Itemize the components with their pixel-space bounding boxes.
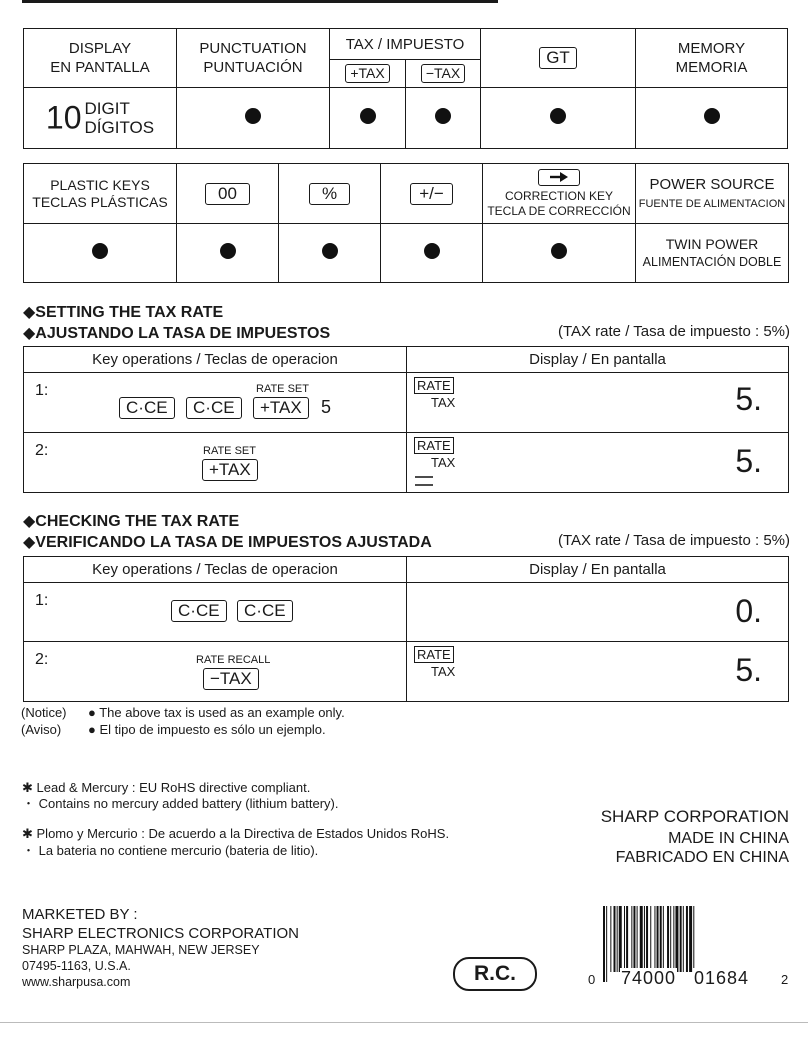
percent-key: % bbox=[309, 183, 350, 205]
plus-minus-dot bbox=[424, 243, 440, 259]
lcd-rate-indicator: RATE bbox=[414, 646, 454, 663]
cce-key: C·CE bbox=[237, 600, 293, 622]
digit-five: 5 bbox=[321, 397, 332, 417]
plastic-keys-dot bbox=[92, 243, 108, 259]
rc-mark: R.C. bbox=[453, 957, 537, 991]
marketer-address1: SHARP PLAZA, MAHWAH, NEW JERSEY bbox=[22, 943, 260, 957]
plus-tax-key: +TAX bbox=[202, 459, 258, 481]
checking-step-1: 1: bbox=[35, 592, 49, 609]
minus-tax-dot bbox=[435, 108, 451, 124]
features-table-1 bbox=[23, 28, 636, 149]
features-table-2 bbox=[23, 163, 789, 283]
barcode-right-digit: 2 bbox=[781, 972, 789, 987]
correction-key-header: CORRECTION KEY TECLA DE CORRECCIÓN bbox=[483, 164, 636, 224]
correction-arrow-icon bbox=[538, 169, 580, 186]
notice-text-en: ● The above tax is used as an example only. bbox=[88, 705, 345, 720]
marketer-address2: 07495-1163, U.S.A. bbox=[22, 959, 131, 973]
lcd-equals-icon bbox=[415, 475, 435, 487]
lcd-value: 5. bbox=[735, 443, 762, 479]
memory-table bbox=[635, 28, 788, 149]
checking-title-es: ◆VERIFICANDO LA TASA DE IMPUESTOS AJUSTADA bbox=[23, 534, 432, 551]
manufacturer-name: SHARP CORPORATION bbox=[600, 807, 789, 826]
notice-label-en: (Notice) bbox=[21, 705, 67, 720]
rate-set-label: RATE SET bbox=[203, 445, 256, 457]
top-rule bbox=[22, 0, 498, 3]
display-header: DISPLAY EN PANTALLA bbox=[24, 29, 177, 88]
checking-col-keys: Key operations / Teclas de operacion bbox=[24, 557, 407, 583]
marketer-website: www.sharpusa.com bbox=[22, 975, 131, 989]
compliance-en-line1: ✱ Lead & Mercury : EU RoHS directive compliant. bbox=[22, 780, 311, 795]
cce-key: C·CE bbox=[186, 397, 242, 419]
setting-col-display: Display / En pantalla bbox=[407, 347, 789, 373]
digits-cell: 10 DIGIT DÍGITOS bbox=[24, 88, 177, 149]
plus-tax-key: +TAX bbox=[345, 64, 389, 83]
marketed-by-label: MARKETED BY : bbox=[22, 906, 138, 923]
gt-dot bbox=[550, 108, 566, 124]
setting-title-en: ◆SETTING THE TAX RATE bbox=[23, 304, 224, 321]
gt-key: GT bbox=[539, 47, 577, 69]
lcd-tax-indicator: TAX bbox=[431, 455, 456, 470]
rate-recall-label: RATE RECALL bbox=[196, 654, 271, 666]
setting-table bbox=[23, 346, 789, 493]
checking-rate-note: (TAX rate / Tasa de impuesto : 5%) bbox=[557, 532, 790, 549]
setting-step-2: 2: bbox=[35, 442, 49, 459]
gt-header bbox=[481, 29, 636, 88]
tax-header: TAX / IMPUESTO bbox=[330, 29, 481, 60]
memory-header: MEMORY MEMORIA bbox=[636, 29, 788, 88]
percent-dot bbox=[322, 243, 338, 259]
lcd-rate-indicator: RATE bbox=[414, 377, 454, 394]
compliance-es-line1: ✱ Plomo y Mercurio : De acuerdo a la Directiva de Estados Unidos RoHS. bbox=[22, 826, 450, 841]
checking-col-display: Display / En pantalla bbox=[407, 557, 789, 583]
cce-key: C·CE bbox=[171, 600, 227, 622]
bottom-rule bbox=[0, 1022, 808, 1023]
checking-table bbox=[23, 556, 789, 702]
plus-tax-dot bbox=[360, 108, 376, 124]
checking-title-en: ◆CHECKING THE TAX RATE bbox=[23, 513, 240, 530]
double-zero-key: 00 bbox=[205, 183, 250, 205]
setting-step-1: 1: bbox=[35, 382, 49, 399]
barcode-group2: 01684 bbox=[694, 968, 750, 988]
plastic-keys-header: PLASTIC KEYS TECLAS PLÁSTICAS bbox=[24, 164, 177, 224]
power-source-header: POWER SOURCE FUENTE DE ALIMENTACION bbox=[636, 164, 789, 224]
memory-dot bbox=[704, 108, 720, 124]
barcode-group1: 74000 bbox=[621, 968, 677, 988]
notice-label-es: (Aviso) bbox=[21, 722, 62, 737]
punctuation-header: PUNCTUATION PUNTUACIÓN bbox=[177, 29, 330, 88]
rate-set-label: RATE SET bbox=[256, 383, 309, 395]
lcd-value: 5. bbox=[735, 652, 762, 688]
minus-tax-key: −TAX bbox=[203, 668, 259, 690]
minus-tax-key: −TAX bbox=[421, 64, 465, 83]
lcd-tax-indicator: TAX bbox=[431, 664, 456, 679]
power-source-value: TWIN POWER ALIMENTACIÓN DOBLE bbox=[636, 224, 789, 283]
lcd-value: 5. bbox=[735, 381, 762, 417]
cce-key: C·CE bbox=[119, 397, 175, 419]
plus-tax-key: +TAX bbox=[253, 397, 309, 419]
punctuation-dot bbox=[245, 108, 261, 124]
setting-rate-note: (TAX rate / Tasa de impuesto : 5%) bbox=[557, 323, 790, 340]
correction-key-dot bbox=[551, 243, 567, 259]
checking-step-2: 2: bbox=[35, 651, 49, 668]
double-zero-dot bbox=[220, 243, 236, 259]
lcd-value: 0. bbox=[735, 593, 762, 629]
setting-col-keys: Key operations / Teclas de operacion bbox=[24, 347, 407, 373]
made-in-en: MADE IN CHINA bbox=[668, 830, 789, 847]
digits-number: 10 bbox=[45, 99, 82, 136]
compliance-es-line2: ・ La bateria no contiene mercurio (bateria de litio). bbox=[22, 843, 319, 858]
setting-title-es: ◆AJUSTANDO LA TASA DE IMPUESTOS bbox=[23, 325, 331, 342]
marketer-company: SHARP ELECTRONICS CORPORATION bbox=[22, 925, 299, 942]
barcode-left-digit: 0 bbox=[588, 972, 596, 987]
lcd-rate-indicator: RATE bbox=[414, 437, 454, 454]
notice-text-es: ● El tipo de impuesto es sólo un ejemplo. bbox=[88, 722, 326, 737]
plus-minus-key: +/− bbox=[410, 183, 453, 205]
compliance-en-line2: ・ Contains no mercury added battery (lithium battery). bbox=[22, 796, 339, 811]
lcd-tax-indicator: TAX bbox=[431, 395, 456, 410]
made-in-es: FABRICADO EN CHINA bbox=[615, 849, 789, 866]
